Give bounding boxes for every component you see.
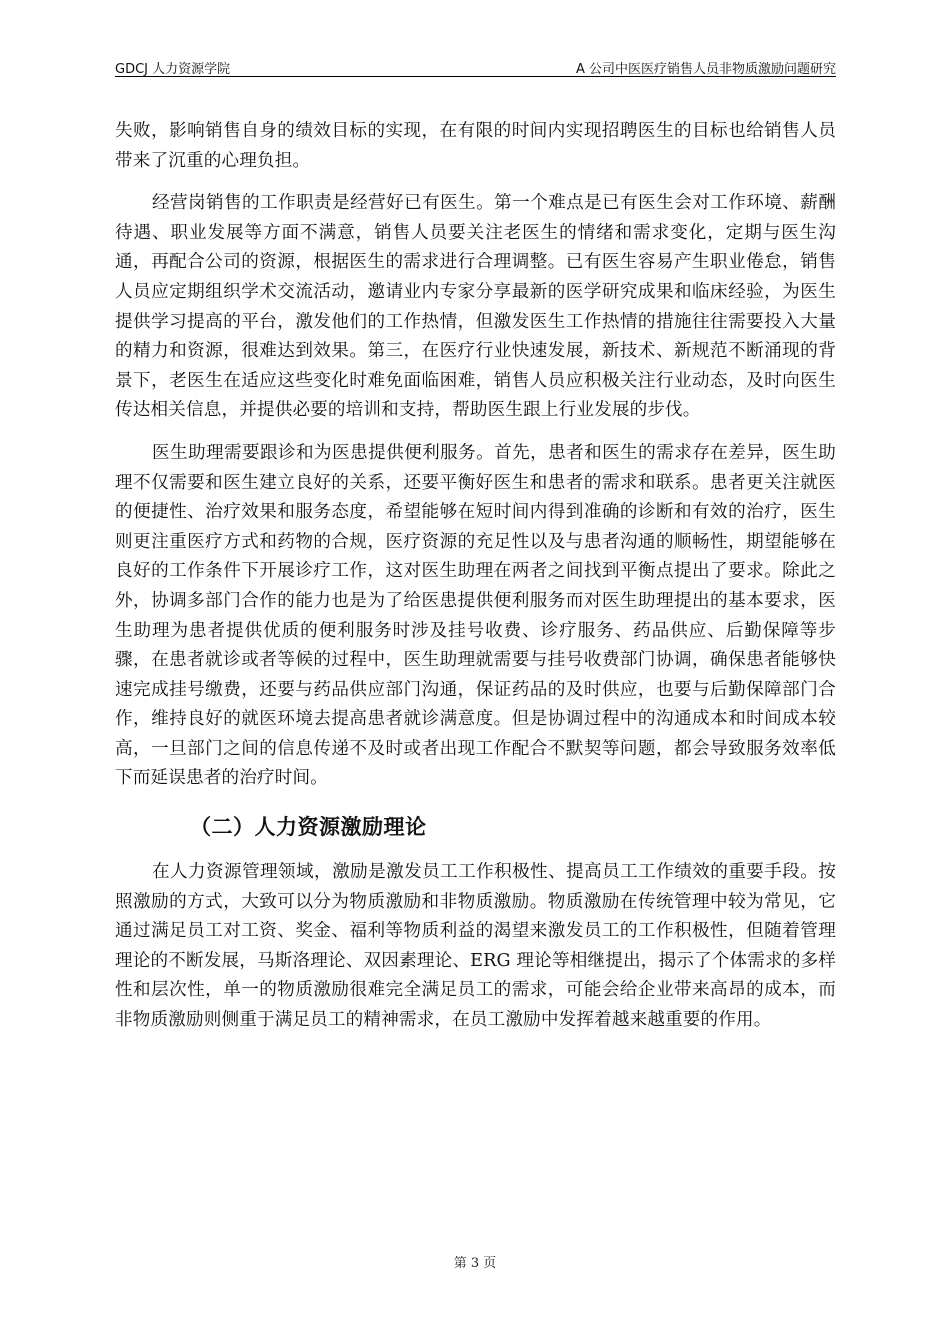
paragraph-operations-sales: 经营岗销售的工作职责是经营好已有医生。第一个难点是已有医生会对工作环境、薪酬待遇、职业发展等方面不满意，销售人员要关注老医生的情绪和需求变化，定期与医生沟通，再配合公司的资源，根据医生的需求进行合理调整。已有医生容易产生职业倦怠，销售人员应定期组织学术交流活动，邀请业内专家分享最新的医学研究成果和临床经验，为医生提供学习提高的平台，激发他们的工作热情，但激发医生工作热情的措施往往需要投入大量的精力和资源，很难达到效果。第三，在医疗行业快速发展，新技术、新规范不断涌现的背景下，老医生在适应这些变化时难免面临困难，销售人员应积极关注行业动态，及时向医生传达相关信息，并提供必要的培训和支持，帮助医生跟上行业发展的步伐。 bbox=[115, 193, 836, 421]
running-header bbox=[115, 56, 836, 76]
page-number: 第 3 页 bbox=[453, 1256, 497, 1271]
paragraph-incentive-theory: 在人力资源管理领域，激励是激发员工工作积极性、提高员工工作绩效的重要手段。按照激励的方式，大致可以分为物质激励和非物质激励。物质激励在传统管理中较为常见，它通过满足员工对工资、奖金、福利等物质利益的渴望来激发员工的工作积极性，但随着管理理论的不断发展，马斯洛理论、双因素理论、ERG 理论等相继提出，揭示了个体需求的多样性和层次性，单一的物质激励很难完全满足员工的需求，可能会给企业带来高昂的成本，而非物质激励则侧重于满足员工的精神需求，在员工激励中发挥着越来越重要的作用。 bbox=[115, 862, 836, 1031]
page-body bbox=[115, 117, 836, 1036]
header-institution: GDCJ 人力资源学院 bbox=[115, 62, 231, 77]
section-heading: （二）人力资源激励理论 bbox=[190, 815, 427, 840]
header-divider bbox=[115, 76, 836, 77]
paragraph-continuation: 失败，影响销售自身的绩效目标的实现，在有限的时间内实现招聘医生的目标也给销售人员带来了沉重的心理负担。 bbox=[115, 121, 836, 171]
header-title: A 公司中医医疗销售人员非物质激励问题研究 bbox=[575, 62, 836, 77]
paragraph-doctor-assistant: 医生助理需要跟诊和为医患提供便利服务。首先，患者和医生的需求存在差异，医生助理不仅需要和医生建立良好的关系，还要平衡好医生和患者的需求和联系。患者更关注就医的便捷性、治疗效果和服务态度，希望能够在短时间内得到准确的诊断和有效的治疗，医生则更注重医疗方式和药物的合规，医疗资源的充足性以及与患者沟通的顺畅性，期望能够在良好的工作条件下开展诊疗工作，这对医生助理在两者之间找到平衡点提出了要求。除此之外，协调多部门合作的能力也是为了给医患提供便利服务而对医生助理提出的基本要求，医生助理为患者提供优质的便利服务时涉及挂号收费、诊疗服务、药品供应、后勤保障等步骤，在患者就诊或者等候的过程中，医生助理就需要与挂号收费部门协调，确保患者能够快速完成挂号缴费，还要与药品供应部门沟通，保证药品的及时供应，也要与后勤保障部门合作，维持良好的就医环境去提高患者就诊满意度。但是协调过程中的沟通成本和时间成本较高，一旦部门之间的信息传递不及时或者出现工作配合不默契等问题，都会导致服务效率低下而延误患者的治疗时间。 bbox=[115, 442, 836, 789]
